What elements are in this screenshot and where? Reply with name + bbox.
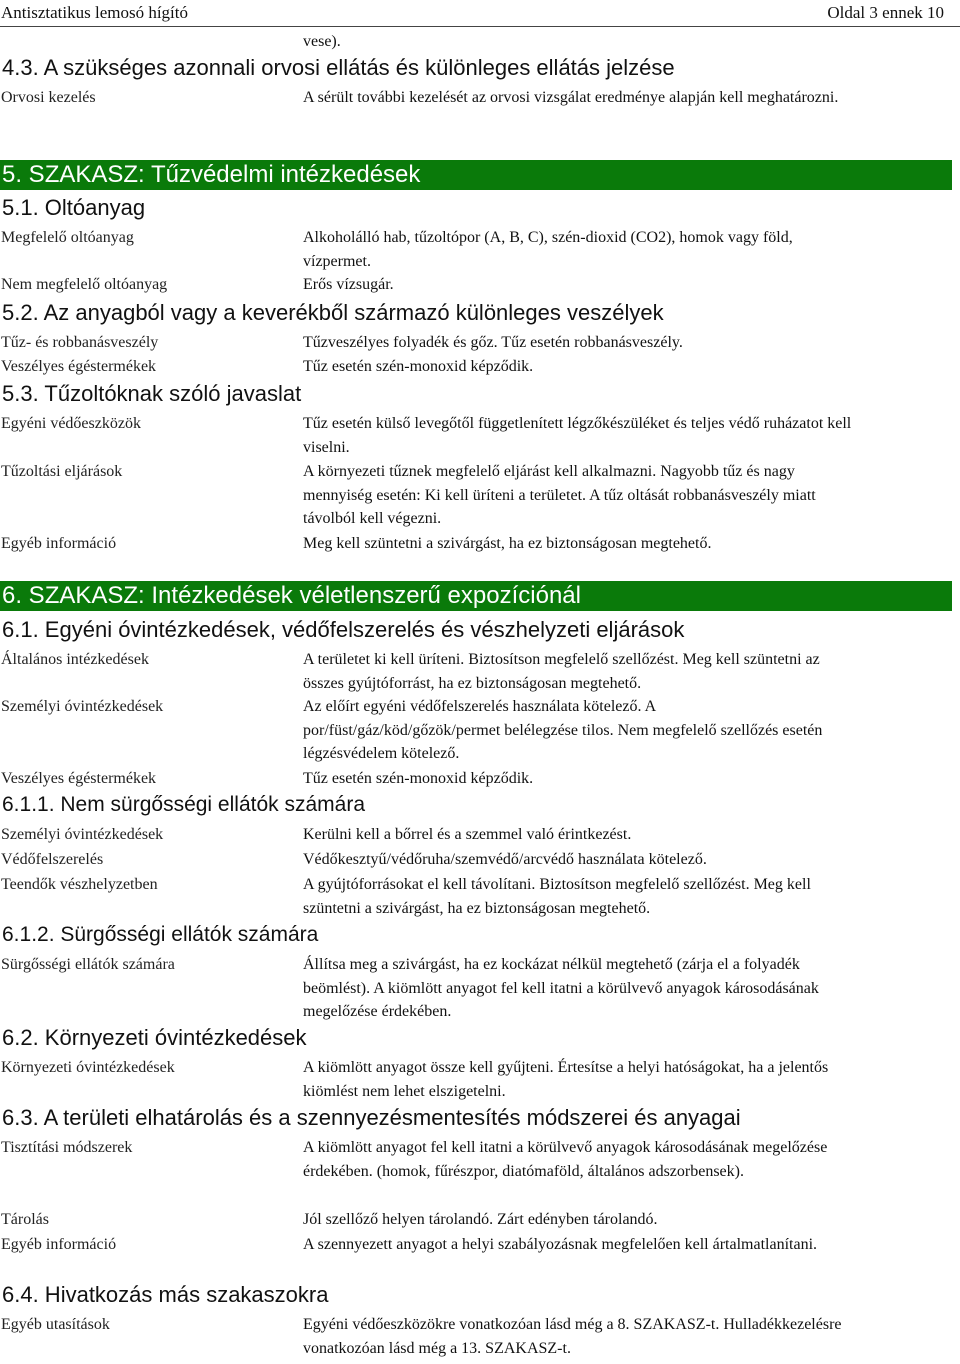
- row-label: Veszélyes égéstermékek: [1, 770, 157, 787]
- row-label: Egyéb információ: [1, 1236, 117, 1253]
- page-number: Oldal 3 ennek 10: [827, 3, 944, 22]
- heading-4-3: 4.3. A szükséges azonnali orvosi ellátás és különleges ellátás jelzése: [2, 55, 675, 80]
- row-label: Egyéb utasítások: [1, 1316, 110, 1333]
- row-label: Nem megfelelő oltóanyag: [1, 276, 168, 293]
- row-label: Tűz- és robbanásveszély: [1, 334, 159, 351]
- row-value: Erős vízsugár.: [303, 276, 394, 293]
- row-label: Sürgősségi ellátók számára: [1, 956, 175, 973]
- row-label: Védőfelszerelés: [1, 851, 104, 868]
- heading-5-1: 5.1. Oltóanyag: [2, 195, 146, 220]
- heading-6-3: 6.3. A területi elhatárolás és a szennyezésmentesítés módszerei és anyagai: [2, 1105, 741, 1130]
- row-value: A szennyezett anyagot a helyi szabályozásnak megfelelően kell ártalmatlanítani.: [303, 1236, 818, 1253]
- row-value: Alkoholálló hab, tűzoltópor (A, B, C), szén-dioxid (CO2), homok vagy föld, vízpermet.: [303, 229, 793, 270]
- row-label: Környezeti óvintézkedések: [1, 1059, 175, 1076]
- row-label: Tárolás: [1, 1211, 49, 1228]
- row-label: Teendők vészhelyzetben: [1, 876, 158, 893]
- page-header: [0, 0, 960, 27]
- row-label: Tisztítási módszerek: [1, 1139, 133, 1156]
- row-label: Egyéb információ: [1, 535, 117, 552]
- row-label: Orvosi kezelés: [1, 89, 96, 106]
- row-label: Egyéni védőeszközök: [1, 415, 141, 432]
- row-value: Meg kell szüntetni a szivárgást, ha ez biztonságosan megtehető.: [303, 535, 712, 552]
- heading-6-1-2: 6.1.2. Sürgősségi ellátók számára: [2, 923, 319, 946]
- continued-text: vese).: [303, 33, 341, 50]
- row-value: Kerülni kell a bőrrel és a szemmel való érintkezést.: [303, 826, 632, 843]
- document-title: Antisztatikus lemosó hígító: [1, 3, 188, 22]
- heading-6-4: 6.4. Hivatkozás más szakaszokra: [2, 1282, 329, 1307]
- row-value: Az előírt egyéni védőfelszerelés használata kötelező. A por/füst/gáz/köd/gőzök/permet belélegzése tilos. Nem megfelelő szellőzés esetén légzésvédelem kötelező.: [303, 698, 823, 762]
- row-value: A kiömlött anyagot össze kell gyűjteni. Értesítse a helyi hatóságokat, ha a jelentős kiömlést nem lehet elszigetelni.: [303, 1059, 829, 1100]
- row-value: A gyújtóforrásokat el kell távolítani. Biztosítson megfelelő szellőzést. Meg kell szüntetni a szivárgást, ha ez biztonságosan megtehető.: [303, 876, 811, 917]
- row-label: Személyi óvintézkedések: [1, 826, 164, 843]
- row-value: Tűz esetén szén-monoxid képződik.: [303, 770, 534, 787]
- row-value: A sérült további kezelését az orvosi vizsgálat eredménye alapján kell meghatározni.: [303, 89, 839, 106]
- row-value: A kiömlött anyagot fel kell itatni a körülvevő anyagok károsodásának megelőzése érdekében. (homok, fűrészpor, diatómaföld, általános adszorbensek).: [303, 1139, 828, 1180]
- row-label: Veszélyes égéstermékek: [1, 358, 157, 375]
- heading-6-2: 6.2. Környezeti óvintézkedések: [2, 1025, 307, 1050]
- row-value: Jól szellőző helyen tárolandó. Zárt edényben tárolandó.: [303, 1211, 658, 1228]
- row-label: Megfelelő oltóanyag: [1, 229, 134, 246]
- section-6-banner: 6. SZAKASZ: Intézkedések véletlenszerű expozíciónál: [0, 581, 952, 611]
- heading-6-1: 6.1. Egyéni óvintézkedések, védőfelszerelés és vészhelyzeti eljárások: [2, 617, 685, 642]
- row-value: Tűz esetén külső levegőtől függetlenített légzőkészüléket és teljes védő ruházatot kell viselni.: [303, 415, 852, 456]
- row-label: Személyi óvintézkedések: [1, 698, 164, 715]
- row-value: Egyéni védőeszközökre vonatkozóan lásd még a 8. SZAKASZ-t. Hulladékkezelésre vonatkozóan lásd még a 13. SZAKASZ-t.: [303, 1316, 842, 1357]
- row-value: Tűz esetén szén-monoxid képződik.: [303, 358, 534, 375]
- row-label: Tűzoltási eljárások: [1, 463, 123, 480]
- row-value: A környezeti tűznek megfelelő eljárást kell alkalmazni. Nagyobb tűz és nagy mennyiség esetén: Ki kell üríteni a területet. A tűz oltását robbanásveszély miatt távolból kell végezni.: [303, 463, 816, 527]
- row-value: Védőkesztyű/védőruha/szemvédő/arcvédő használata kötelező.: [303, 851, 707, 868]
- heading-5-2: 5.2. Az anyagból vagy a keverékből származó különleges veszélyek: [2, 300, 664, 325]
- section-5-banner: 5. SZAKASZ: Tűzvédelmi intézkedések: [0, 160, 952, 190]
- heading-6-1-1: 6.1.1. Nem sürgősségi ellátók számára: [2, 793, 365, 816]
- row-label: Általános intézkedések: [1, 651, 149, 668]
- row-value: Állítsa meg a szivárgást, ha ez kockázat nélkül megtehető (zárja el a folyadék beömlést). A kiömlött anyagot fel kell itatni a körülvevő anyagok károsodásának megelőzése érdekében.: [303, 956, 819, 1020]
- row-value: Tűzveszélyes folyadék és gőz. Tűz esetén robbanásveszély.: [303, 334, 683, 351]
- row-value: A területet ki kell üríteni. Biztosítson megfelelő szellőzést. Meg kell szüntetni az összes gyújtóforrást, ha ez biztonságosan megtehető.: [303, 651, 820, 692]
- heading-5-3: 5.3. Tűzoltóknak szóló javaslat: [2, 381, 302, 406]
